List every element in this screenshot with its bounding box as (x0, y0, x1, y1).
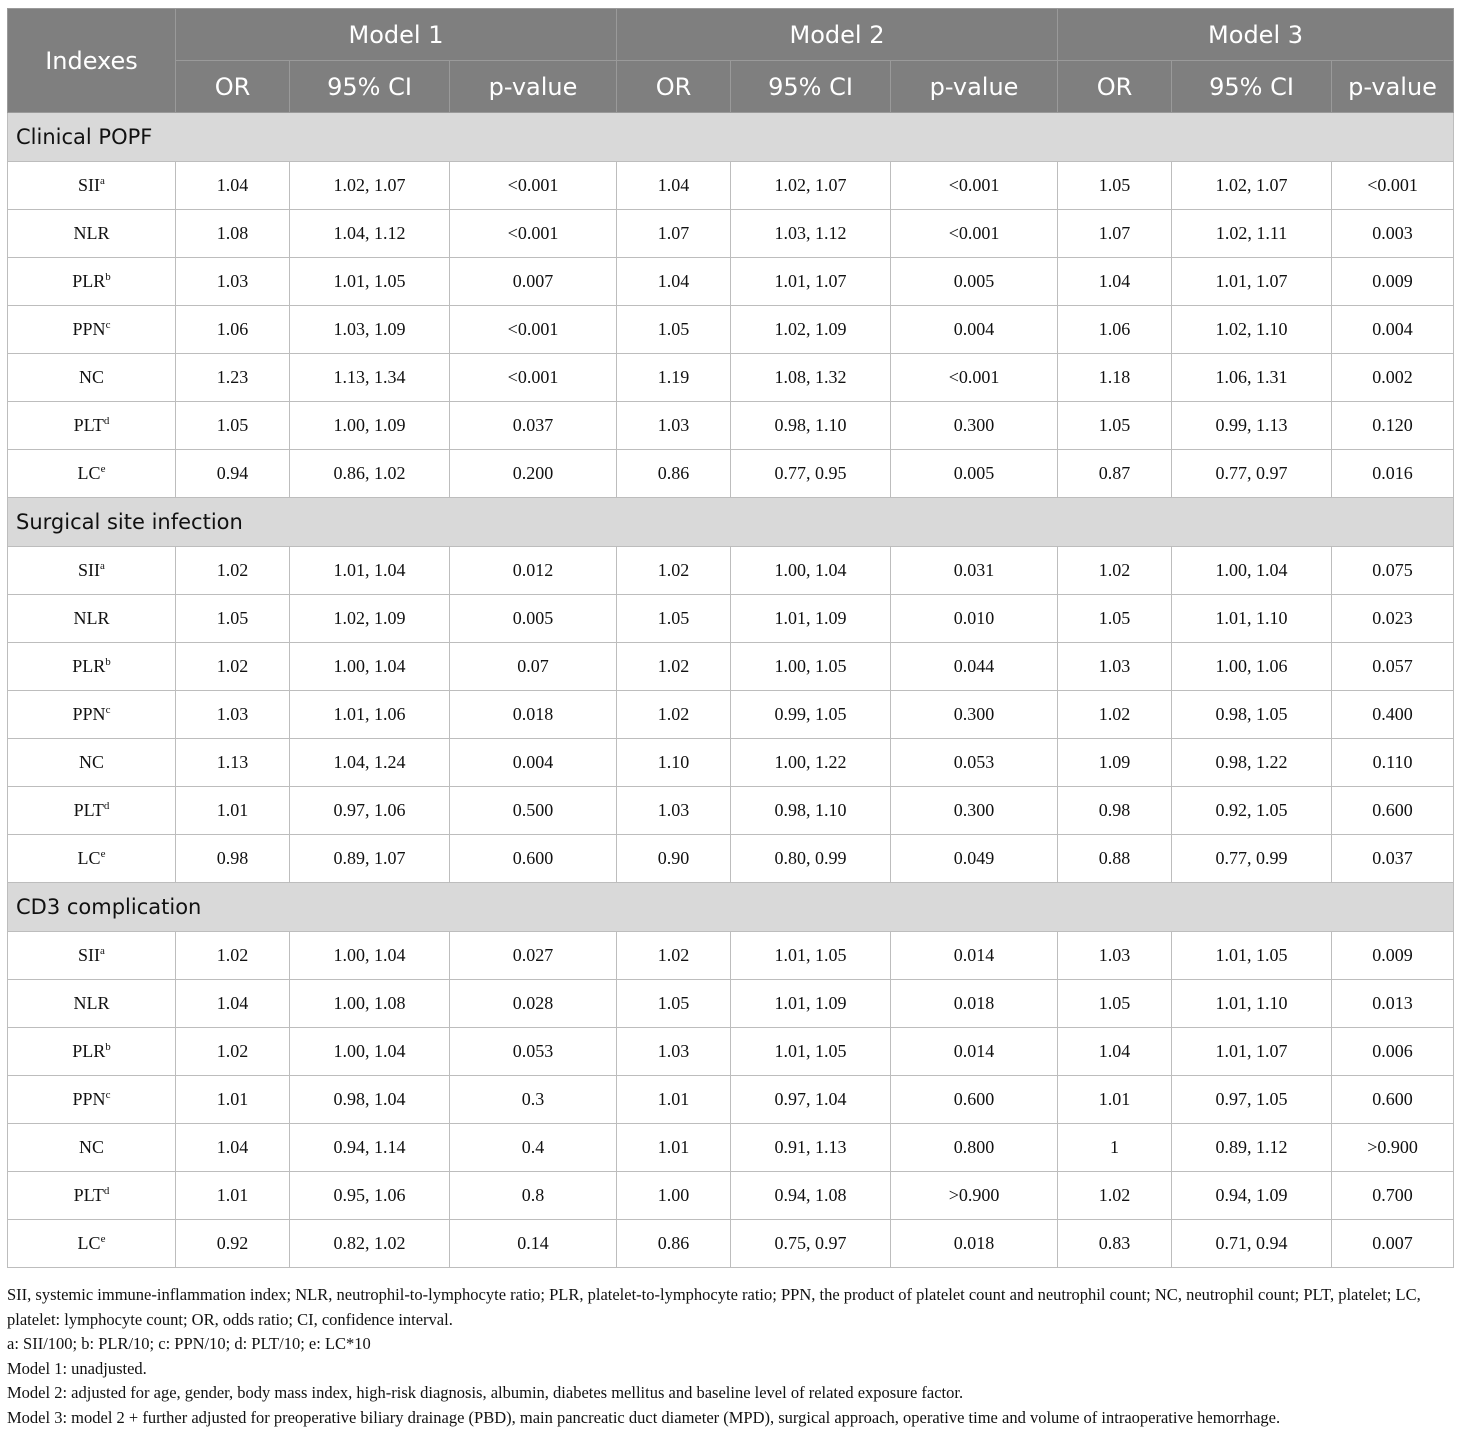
value-cell: 0.86 (617, 1220, 731, 1268)
index-cell (8, 1028, 176, 1076)
value-cell: 0.89, 1.12 (1172, 1124, 1332, 1172)
index-name: PPN (72, 319, 106, 339)
value-cell: 0.71, 0.94 (1172, 1220, 1332, 1268)
index-cell (8, 1124, 176, 1172)
value-cell: 0.028 (450, 980, 617, 1028)
value-cell: 0.3 (450, 1076, 617, 1124)
index-name: PLR (72, 656, 106, 676)
value-cell: 0.013 (1332, 980, 1454, 1028)
value-cell: 1.03, 1.12 (731, 210, 891, 258)
index-cell (8, 980, 176, 1028)
index-cell (8, 932, 176, 980)
value-cell: 0.77, 0.95 (731, 450, 891, 498)
value-cell: 0.94, 1.08 (731, 1172, 891, 1220)
value-cell: 1.00, 1.05 (731, 643, 891, 691)
index-name: LC (77, 463, 101, 483)
value-cell: 0.99, 1.13 (1172, 402, 1332, 450)
value-cell: 1.00, 1.04 (731, 547, 891, 595)
section-title: CD3 complication (8, 883, 1454, 932)
value-cell: 0.94, 1.09 (1172, 1172, 1332, 1220)
footnote-model-3: Model 3: model 2 + further adjusted for preoperative biliary drainage (PBD), main pancreatic duct diameter (MPD), surgical approach, operative time and volume of intraoperative hemorrhage. (7, 1407, 1281, 1427)
value-cell: 1.01, 1.07 (1172, 258, 1332, 306)
value-cell: 0.75, 0.97 (731, 1220, 891, 1268)
value-cell: 1.00, 1.09 (290, 402, 450, 450)
index-name: PLT (73, 800, 104, 820)
value-cell: 1.01, 1.05 (731, 1028, 891, 1076)
value-cell: 1.02 (617, 547, 731, 595)
value-cell: 0.97, 1.04 (731, 1076, 891, 1124)
value-cell: 1.03 (617, 402, 731, 450)
value-cell: 1.05 (1058, 402, 1172, 450)
index-name: SII (78, 560, 101, 580)
value-cell: 1.08, 1.32 (731, 354, 891, 402)
model-3-header: Model 3 (1058, 9, 1454, 61)
table-row (8, 547, 1454, 595)
value-cell: 1.13, 1.34 (290, 354, 450, 402)
value-cell: 0.049 (891, 835, 1058, 883)
table-row (8, 1172, 1454, 1220)
value-cell: 1.00, 1.04 (290, 932, 450, 980)
value-cell: 1.02, 1.09 (731, 306, 891, 354)
value-cell: 1.05 (1058, 980, 1172, 1028)
value-cell: 0.98, 1.04 (290, 1076, 450, 1124)
table-row (8, 1028, 1454, 1076)
index-name: PPN (72, 1089, 106, 1109)
value-cell: 0.300 (891, 691, 1058, 739)
value-cell: 0.88 (1058, 835, 1172, 883)
index-footnote-mark: b (105, 271, 111, 283)
model-1-header: Model 1 (176, 9, 617, 61)
value-cell: 1.01 (1058, 1076, 1172, 1124)
index-footnote-mark: b (105, 1041, 111, 1053)
table-row (8, 354, 1454, 402)
value-cell: 0.500 (450, 787, 617, 835)
value-cell: 0.94 (176, 450, 290, 498)
index-footnote-mark: d (103, 415, 110, 427)
value-cell: 1.03 (176, 691, 290, 739)
index-footnote-mark: c (105, 704, 111, 716)
value-cell: 0.007 (450, 258, 617, 306)
value-cell: 1.01, 1.07 (1172, 1028, 1332, 1076)
value-cell: 1.02, 1.07 (731, 162, 891, 210)
value-cell: 0.92 (176, 1220, 290, 1268)
value-cell: 0.044 (891, 643, 1058, 691)
value-cell: 0.016 (1332, 450, 1454, 498)
value-cell: 1.04 (176, 980, 290, 1028)
value-cell: 0.90 (617, 835, 731, 883)
value-cell: 1.06 (176, 306, 290, 354)
value-cell: 0.97, 1.05 (1172, 1076, 1332, 1124)
value-cell: 0.95, 1.06 (290, 1172, 450, 1220)
value-cell: 1.04 (617, 162, 731, 210)
value-cell: 0.99, 1.05 (731, 691, 891, 739)
subheader-2-p-value: p-value (891, 61, 1058, 113)
index-cell (8, 306, 176, 354)
value-cell: >0.900 (891, 1172, 1058, 1220)
value-cell: 0.006 (1332, 1028, 1454, 1076)
table-row (8, 258, 1454, 306)
index-cell (8, 450, 176, 498)
value-cell: 1.01 (617, 1076, 731, 1124)
value-cell: 1.02 (1058, 691, 1172, 739)
value-cell: 1.05 (1058, 162, 1172, 210)
value-cell: 1.02 (1058, 547, 1172, 595)
value-cell: 1.01 (176, 787, 290, 835)
table-row (8, 787, 1454, 835)
index-footnote-mark: b (105, 656, 111, 668)
index-footnote-mark: a (100, 175, 105, 187)
subheader-1-p-value: p-value (450, 61, 617, 113)
value-cell: <0.001 (450, 354, 617, 402)
index-cell (8, 1076, 176, 1124)
value-cell: 1.01 (176, 1076, 290, 1124)
index-name: PLR (72, 271, 106, 291)
value-cell: 1.06 (1058, 306, 1172, 354)
table-row (8, 595, 1454, 643)
value-cell: 0.800 (891, 1124, 1058, 1172)
index-cell (8, 595, 176, 643)
footnote-abbreviations: SII, systemic immune-inflammation index; NLR, neutrophil-to-lymphocyte ratio; PLR, platelet-to-lymphocyte ratio; PPN, the product of platelet count and neutrophil count; NC, neutrophil count; PLT, platelet; LC, platelet: lymphocyte count; OR, odds ratio; CI, confidence interval. (7, 1285, 1421, 1329)
value-cell: 1.04, 1.24 (290, 739, 450, 787)
value-cell: <0.001 (450, 306, 617, 354)
value-cell: 0.002 (1332, 354, 1454, 402)
value-cell: 1.00 (617, 1172, 731, 1220)
index-name: NC (78, 367, 104, 387)
index-footnote-mark: d (103, 800, 110, 812)
value-cell: 0.98 (1058, 787, 1172, 835)
value-cell: 1.03, 1.09 (290, 306, 450, 354)
index-cell (8, 787, 176, 835)
index-footnote-mark: c (105, 1089, 111, 1101)
table-row (8, 306, 1454, 354)
value-cell: 0.94, 1.14 (290, 1124, 450, 1172)
index-name: NLR (73, 608, 110, 628)
index-footnote-mark: d (103, 1185, 110, 1197)
value-cell: <0.001 (450, 210, 617, 258)
index-name: PLR (72, 1041, 106, 1061)
value-cell: <0.001 (891, 354, 1058, 402)
index-cell (8, 258, 176, 306)
value-cell: 1.00, 1.08 (290, 980, 450, 1028)
value-cell: 1.08 (176, 210, 290, 258)
index-name: PPN (72, 704, 106, 724)
table-row (8, 450, 1454, 498)
value-cell: 0.005 (450, 595, 617, 643)
value-cell: 1.01, 1.04 (290, 547, 450, 595)
table-row (8, 1124, 1454, 1172)
subheader-2-or: OR (617, 61, 731, 113)
table-row (8, 932, 1454, 980)
table-body (8, 113, 1454, 1268)
value-cell: 0.027 (450, 932, 617, 980)
value-cell: 0.004 (1332, 306, 1454, 354)
value-cell: 0.023 (1332, 595, 1454, 643)
value-cell: 1.13 (176, 739, 290, 787)
index-cell (8, 643, 176, 691)
value-cell: 0.037 (1332, 835, 1454, 883)
value-cell: 0.075 (1332, 547, 1454, 595)
value-cell: 1.01 (617, 1124, 731, 1172)
value-cell: 0.014 (891, 1028, 1058, 1076)
index-cell (8, 402, 176, 450)
value-cell: 1.03 (617, 787, 731, 835)
table-row (8, 835, 1454, 883)
value-cell: 1.02 (176, 932, 290, 980)
index-cell (8, 835, 176, 883)
index-name: NLR (73, 223, 110, 243)
value-cell: 0.80, 0.99 (731, 835, 891, 883)
value-cell: 1.07 (1058, 210, 1172, 258)
index-name: NLR (73, 993, 110, 1013)
value-cell: 0.97, 1.06 (290, 787, 450, 835)
value-cell: 1.05 (617, 306, 731, 354)
value-cell: 1.02 (176, 547, 290, 595)
value-cell: 1.02 (176, 643, 290, 691)
value-cell: 1.05 (1058, 595, 1172, 643)
value-cell: 1.04 (176, 162, 290, 210)
subheader-2-95-ci: 95% CI (731, 61, 891, 113)
footnote-model-2: Model 2: adjusted for age, gender, body mass index, high-risk diagnosis, albumin, diabetes mellitus and baseline level of related exposure factor. (7, 1383, 964, 1402)
value-cell: 0.600 (1332, 787, 1454, 835)
value-cell: 1.03 (176, 258, 290, 306)
index-cell (8, 1220, 176, 1268)
model-2-header: Model 2 (617, 9, 1058, 61)
footnote-model-1: Model 1: unadjusted. (7, 1358, 147, 1378)
value-cell: 0.89, 1.07 (290, 835, 450, 883)
value-cell: 1.02, 1.10 (1172, 306, 1332, 354)
value-cell: 0.77, 0.99 (1172, 835, 1332, 883)
value-cell: 1.01, 1.05 (1172, 932, 1332, 980)
value-cell: 0.82, 1.02 (290, 1220, 450, 1268)
value-cell: 0.037 (450, 402, 617, 450)
results-table (7, 8, 1454, 1268)
value-cell: 0.012 (450, 547, 617, 595)
value-cell: 1.05 (617, 980, 731, 1028)
value-cell: 1 (1058, 1124, 1172, 1172)
value-cell: 1.07 (617, 210, 731, 258)
value-cell: 1.04 (176, 1124, 290, 1172)
subheader-1-or: OR (176, 61, 290, 113)
value-cell: 0.87 (1058, 450, 1172, 498)
index-name: PLT (73, 1185, 104, 1205)
table-row (8, 1076, 1454, 1124)
value-cell: 0.018 (450, 691, 617, 739)
index-cell (8, 210, 176, 258)
value-cell: 1.06, 1.31 (1172, 354, 1332, 402)
value-cell: 1.03 (1058, 932, 1172, 980)
subheader-3-or: OR (1058, 61, 1172, 113)
value-cell: 1.02 (617, 691, 731, 739)
value-cell: 0.300 (891, 402, 1058, 450)
value-cell: 0.057 (1332, 643, 1454, 691)
value-cell: >0.900 (1332, 1124, 1454, 1172)
value-cell: 0.92, 1.05 (1172, 787, 1332, 835)
table-row (8, 210, 1454, 258)
section-header-row (8, 883, 1454, 932)
table-row (8, 980, 1454, 1028)
subheader-3-p-value: p-value (1332, 61, 1454, 113)
value-cell: 1.19 (617, 354, 731, 402)
value-cell: 0.010 (891, 595, 1058, 643)
value-cell: 0.400 (1332, 691, 1454, 739)
subheader-3-95-ci: 95% CI (1172, 61, 1332, 113)
value-cell: 0.8 (450, 1172, 617, 1220)
value-cell: 1.03 (1058, 643, 1172, 691)
value-cell: 0.600 (1332, 1076, 1454, 1124)
table-row (8, 739, 1454, 787)
value-cell: 0.600 (891, 1076, 1058, 1124)
index-cell (8, 162, 176, 210)
value-cell: 0.007 (1332, 1220, 1454, 1268)
value-cell: 1.01, 1.07 (731, 258, 891, 306)
value-cell: 1.00, 1.04 (290, 1028, 450, 1076)
value-cell: 1.23 (176, 354, 290, 402)
value-cell: 0.053 (891, 739, 1058, 787)
value-cell: 1.00, 1.04 (1172, 547, 1332, 595)
value-cell: 1.00, 1.22 (731, 739, 891, 787)
indexes-header: Indexes (8, 9, 176, 113)
value-cell: 0.014 (891, 932, 1058, 980)
index-cell (8, 1172, 176, 1220)
footnote-scaling: a: SII/100; b: PLR/10; c: PPN/10; d: PLT/10; e: LC*10 (7, 1334, 371, 1353)
index-footnote-mark: e (100, 1233, 106, 1245)
section-title: Clinical POPF (8, 113, 1454, 162)
value-cell: 0.005 (891, 450, 1058, 498)
table-row (8, 162, 1454, 210)
index-footnote-mark: e (100, 848, 106, 860)
section-title: Surgical site infection (8, 498, 1454, 547)
section-header-row (8, 113, 1454, 162)
value-cell: 1.05 (617, 595, 731, 643)
index-name: NC (78, 752, 104, 772)
index-footnote-mark: c (105, 319, 111, 331)
value-cell: 0.600 (450, 835, 617, 883)
value-cell: 0.98, 1.10 (731, 402, 891, 450)
value-cell: 1.02, 1.09 (290, 595, 450, 643)
value-cell: 0.91, 1.13 (731, 1124, 891, 1172)
value-cell: <0.001 (891, 210, 1058, 258)
value-cell: 1.01, 1.05 (731, 932, 891, 980)
value-cell: 0.98 (176, 835, 290, 883)
value-cell: 1.01, 1.10 (1172, 980, 1332, 1028)
table-footnotes (7, 1283, 1453, 1430)
value-cell: 0.98, 1.10 (731, 787, 891, 835)
index-name: LC (77, 848, 101, 868)
value-cell: 0.700 (1332, 1172, 1454, 1220)
index-cell (8, 691, 176, 739)
value-cell: 1.01, 1.05 (290, 258, 450, 306)
value-cell: 1.09 (1058, 739, 1172, 787)
index-footnote-mark: e (100, 463, 106, 475)
value-cell: <0.001 (891, 162, 1058, 210)
value-cell: 1.04, 1.12 (290, 210, 450, 258)
table-row (8, 1220, 1454, 1268)
value-cell: 0.053 (450, 1028, 617, 1076)
value-cell: 1.05 (176, 595, 290, 643)
value-cell: 0.009 (1332, 258, 1454, 306)
index-cell (8, 547, 176, 595)
table-header (8, 9, 1454, 113)
value-cell: 1.03 (617, 1028, 731, 1076)
value-cell: 0.77, 0.97 (1172, 450, 1332, 498)
value-cell: 0.120 (1332, 402, 1454, 450)
value-cell: 1.10 (617, 739, 731, 787)
value-cell: <0.001 (450, 162, 617, 210)
value-cell: 1.04 (1058, 1028, 1172, 1076)
value-cell: 0.031 (891, 547, 1058, 595)
value-cell: 1.01, 1.09 (731, 980, 891, 1028)
section-header-row (8, 498, 1454, 547)
value-cell: 1.00, 1.04 (290, 643, 450, 691)
value-cell: 0.300 (891, 787, 1058, 835)
value-cell: <0.001 (1332, 162, 1454, 210)
value-cell: 0.009 (1332, 932, 1454, 980)
value-cell: 0.005 (891, 258, 1058, 306)
subheader-1-95-ci: 95% CI (290, 61, 450, 113)
value-cell: 1.04 (617, 258, 731, 306)
value-cell: 0.98, 1.22 (1172, 739, 1332, 787)
value-cell: 0.86 (617, 450, 731, 498)
value-cell: 1.02 (617, 643, 731, 691)
value-cell: 1.01, 1.10 (1172, 595, 1332, 643)
value-cell: 1.02, 1.07 (290, 162, 450, 210)
value-cell: 1.02, 1.07 (1172, 162, 1332, 210)
value-cell: 0.004 (891, 306, 1058, 354)
value-cell: 0.004 (450, 739, 617, 787)
value-cell: 0.14 (450, 1220, 617, 1268)
value-cell: 1.02 (1058, 1172, 1172, 1220)
value-cell: 1.02 (176, 1028, 290, 1076)
value-cell: 1.01, 1.06 (290, 691, 450, 739)
value-cell: 1.18 (1058, 354, 1172, 402)
value-cell: 0.86, 1.02 (290, 450, 450, 498)
value-cell: 0.110 (1332, 739, 1454, 787)
value-cell: 1.01, 1.09 (731, 595, 891, 643)
value-cell: 0.018 (891, 980, 1058, 1028)
value-cell: 0.07 (450, 643, 617, 691)
value-cell: 1.00, 1.06 (1172, 643, 1332, 691)
value-cell: 0.200 (450, 450, 617, 498)
index-name: PLT (73, 415, 104, 435)
index-name: LC (77, 1233, 101, 1253)
table-row (8, 402, 1454, 450)
index-name: NC (78, 1137, 104, 1157)
index-name: SII (78, 175, 101, 195)
index-footnote-mark: a (100, 560, 105, 572)
table-row (8, 691, 1454, 739)
value-cell: 1.05 (176, 402, 290, 450)
index-name: SII (78, 945, 101, 965)
value-cell: 1.01 (176, 1172, 290, 1220)
index-cell (8, 354, 176, 402)
value-cell: 1.02, 1.11 (1172, 210, 1332, 258)
value-cell: 1.02 (617, 932, 731, 980)
value-cell: 0.018 (891, 1220, 1058, 1268)
value-cell: 1.04 (1058, 258, 1172, 306)
value-cell: 0.83 (1058, 1220, 1172, 1268)
value-cell: 0.4 (450, 1124, 617, 1172)
value-cell: 0.98, 1.05 (1172, 691, 1332, 739)
table-row (8, 643, 1454, 691)
index-cell (8, 739, 176, 787)
index-footnote-mark: a (100, 945, 105, 957)
value-cell: 0.003 (1332, 210, 1454, 258)
